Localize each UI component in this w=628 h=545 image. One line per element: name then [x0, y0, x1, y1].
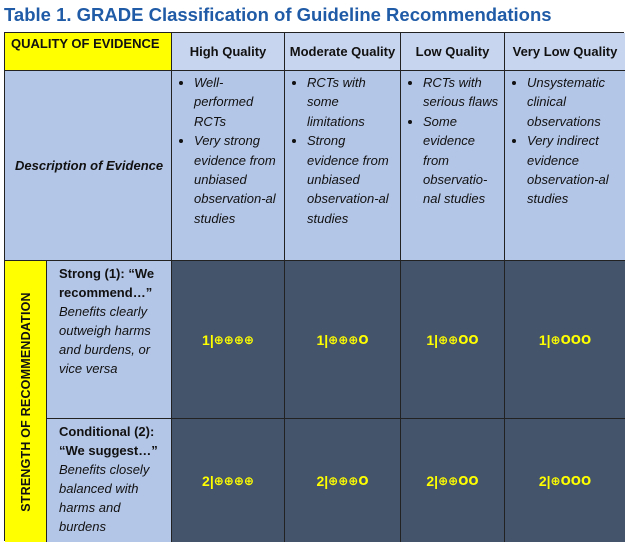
grade-number: 2| [202, 472, 214, 489]
grade-symbols: ⊕⊕⊕O [328, 332, 369, 347]
description-moderate [285, 71, 401, 261]
row-label-title: Conditional (2): “We suggest…” [59, 424, 158, 458]
grade-number: 1| [202, 331, 214, 348]
description-item: • Some evidence from observatio-nal studies [423, 112, 502, 209]
description-item: • RCTs with serious flaws [423, 73, 502, 112]
grade-symbols: ⊕⊕OO [438, 332, 479, 347]
row-label-title: Strong (1): “We recommend…” [59, 266, 155, 300]
grade-cell [401, 261, 505, 419]
column-header-moderate: Moderate Quality [285, 33, 401, 71]
grade-symbols: ⊕⊕OO [438, 473, 479, 488]
description-low [401, 71, 505, 261]
row-label-description: Benefits closely balanced with harms and burdens [59, 462, 150, 534]
description-label: Description of Evidence [5, 71, 172, 261]
grade-cell [505, 261, 625, 419]
grade-number: 1| [538, 331, 551, 348]
row-label-strong [47, 261, 172, 419]
row-label-description: Benefits clearly outweigh harms and burdens, or vice versa [59, 304, 151, 376]
row-label-conditional [47, 419, 172, 542]
grade-cell [172, 419, 285, 542]
description-item: • Very indirect evidence observation-al studies [527, 131, 623, 209]
description-item: • Strong evidence from unbiased observation-al studies [307, 131, 398, 228]
column-header-low: Low Quality [401, 33, 505, 71]
grade-number: 2| [538, 472, 551, 489]
grade-number: 1| [316, 331, 329, 348]
grade-number: 2| [426, 472, 439, 489]
grade-number: 1| [426, 331, 439, 348]
description-high [172, 71, 285, 261]
description-item: • RCTs with some limitations [307, 73, 398, 131]
grade-table [4, 32, 624, 541]
strength-of-recommendation-label [5, 261, 47, 542]
grade-number: 2| [316, 472, 329, 489]
grade-cell [172, 261, 285, 419]
strength-label-text: STRENGTH OF RECOMMENDATION [18, 291, 33, 512]
description-very-low [505, 71, 625, 261]
description-item: • Unsystematic clinical observations [527, 73, 623, 131]
grade-symbols: ⊕⊕⊕⊕ [213, 473, 254, 488]
grade-symbols: ⊕⊕⊕⊕ [213, 332, 254, 347]
grade-symbols: ⊕⊕⊕O [328, 473, 369, 488]
grade-cell [285, 419, 401, 542]
column-header-very-low: Very Low Quality [505, 33, 625, 71]
table-title: Table 1. GRADE Classification of Guideline Recommendations [4, 4, 552, 25]
description-item: • Well-performed RCTs [194, 73, 282, 131]
grade-symbols: ⊕OOO [550, 473, 592, 488]
description-item: • Very strong evidence from unbiased observation-al studies [194, 131, 282, 228]
grade-symbols: ⊕OOO [550, 332, 592, 347]
quality-of-evidence-header: QUALITY OF EVIDENCE [5, 33, 172, 71]
grade-cell [285, 261, 401, 419]
grade-cell [401, 419, 505, 542]
grade-cell [505, 419, 625, 542]
column-header-high: High Quality [172, 33, 285, 71]
